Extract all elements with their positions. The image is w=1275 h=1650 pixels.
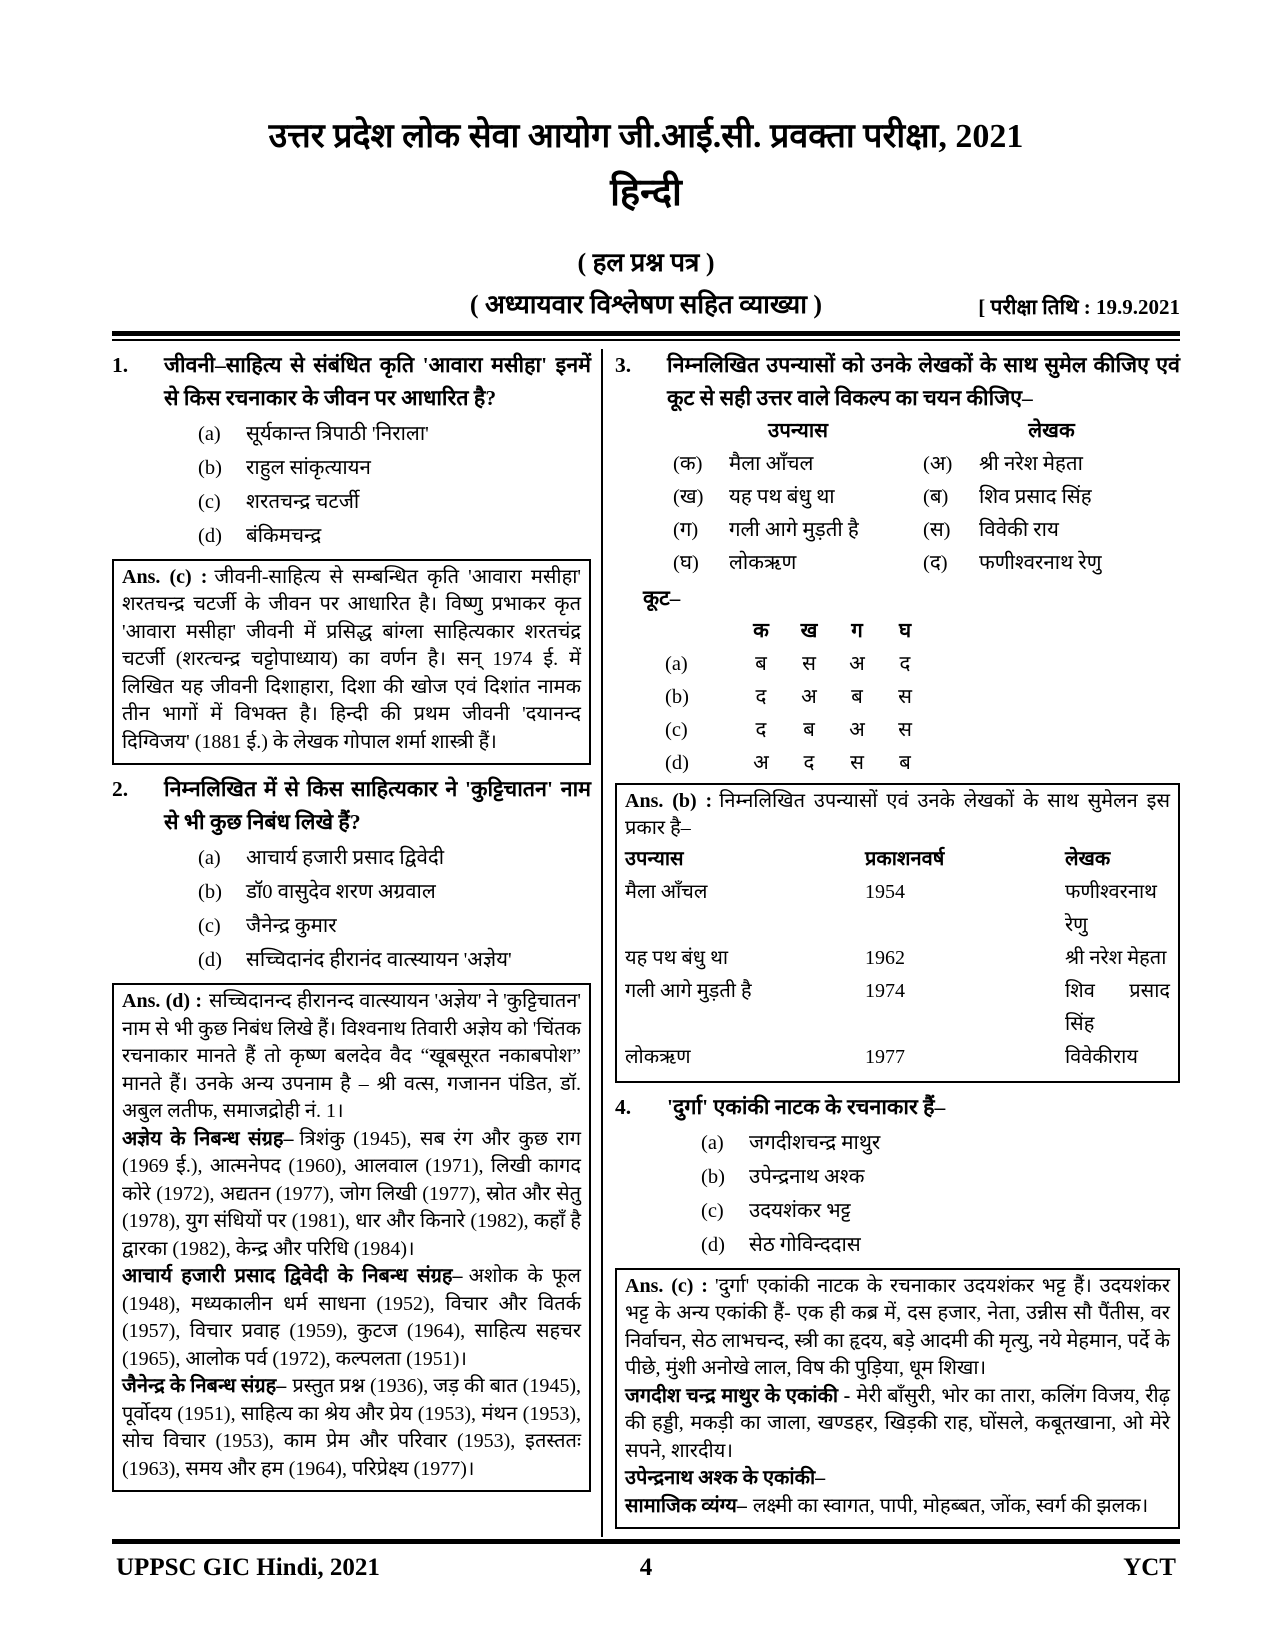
question-3-match-table: [673, 415, 1180, 580]
answer-2-section-3: जैनेन्द्र के निबन्ध संग्रह– प्रस्तुत प्रश्न (1936), जड़ की बात (1945), पूर्वोदय (1951), साहित्य का श्रेय और प्रेय (1953), मंथन (1953), सोच विचार (1953), काम प्रेम और परिवार (1953), इतस्ततः (1963), समय और हम (1964), परिप्रेक्ष्य (1977)।: [122, 1375, 582, 1480]
answer-4-intro: 'दुर्गा' एकांकी नाटक के रचनाकार उदयशंकर भट्ट हैं। उदयशंकर भट्ट के अन्य एकांकी हैं- एक ही कब्र में, दस हजार, नेता, उन्नीस सौ पैंतीस, वर निर्वाचन, सेठ लाभचन्द, स्त्री का हृदय, बड़े आदमी की मृत्यु, नये मेहमान, पर्दे के पीछे, मुंशी अनोखे लाल, विष की पुड़िया, धूम शिखा।: [625, 1274, 1171, 1379]
match-row: (ख) यह पथ बंधु था (ब) शिव प्रसाद सिंह: [673, 485, 1092, 508]
question-4-option-a: (a) जगदीशचन्द्र माथुर: [701, 1131, 881, 1154]
question-1-option-a: (a) सूर्यकान्त त्रिपाठी 'निराला': [198, 422, 429, 445]
subject-title: हिन्दी: [610, 171, 682, 214]
solved-paper-label: ( हल प्रश्न पत्र ): [577, 247, 715, 277]
koot-header-row: क ख ग घ: [753, 619, 912, 642]
koot-option-b: (b) द अ ब स: [665, 685, 912, 708]
question-2-number: 2.: [112, 777, 129, 801]
question-1-text: जीवनी–साहित्य से संबंधित कृति 'आवारा मसीहा' इनमें से किस रचनाकार के जीवन पर आधारित है?: [164, 352, 591, 410]
footer-page-number: 4: [639, 1554, 653, 1581]
answer-2-label: Ans. (d) :: [122, 990, 203, 1012]
question-2-option-b: (b) डॉ0 वासुदेव शरण अग्रवाल: [198, 881, 436, 903]
koot-option-a: (a) ब स अ द: [665, 652, 911, 675]
match-row: (ग) गली आगे मुड़ती है (स) विवेकी राय: [673, 518, 1059, 541]
answer-3-label: Ans. (b) :: [625, 789, 713, 812]
page-title: उत्तर प्रदेश लोक सेवा आयोग जी.आई.सी. प्रवक्ता परीक्षा, 2021: [268, 118, 1024, 155]
question-2-option-a: (a) आचार्य हजारी प्रसाद द्विवेदी: [198, 847, 445, 869]
answer-3-intro: निम्नलिखित उपन्यासों एवं उनके लेखकों के साथ सुमेलन इस प्रकार है–: [625, 789, 1170, 839]
answer-4-section-2: उपेन्द्रनाथ अश्क के एकांकी–: [625, 1467, 826, 1489]
koot-option-d: (d) अ द स ब: [665, 751, 911, 774]
question-4: [615, 1091, 1180, 1124]
footer-book-title: UPPSC GIC Hindi, 2021: [116, 1554, 380, 1581]
answer-2-section-1: अज्ञेय के निबन्ध संग्रह– त्रिशंकु (1945), सब रंग और कुछ राग (1969 ई.), आत्मनेपद (1960), आलवाल (1971), लिखी कागद कोरे (1972), अद्यतन (1977), जोग लिखी (1977), स्रोत और सेतु (1978), युग संधियों पर (1981), धार और किनारे (1982), कहाँ है द्वारका (1982), केन्द्र और परिधि (1984)।: [122, 1127, 581, 1260]
right-column: [603, 349, 1180, 1538]
koot-label: कूट–: [643, 585, 681, 610]
answer-4-box: [615, 1268, 1180, 1530]
question-3: [615, 349, 1180, 415]
question-3-text: निम्नलिखित उपन्यासों को उनके लेखकों के साथ सुमेल कीजिए एवं कूट से सही उत्तर वाले विकल्प का चयन कीजिए–: [667, 352, 1180, 410]
answer-4-section-1: जगदीश चन्द्र माथुर के एकांकी - मेरी बाँसुरी, भोर का तारा, कलिंग विजय, रीढ़ की हड्डी, मकड़ी का जाला, खण्डहर, खिड़की राह, घोंसले, कबूतखाना, ओ मेरे सपने, शारदीय।: [625, 1384, 1170, 1462]
answer-3-table: उपन्यास प्रकाशनवर्ष लेखक मैला आँचल 1954 फणीश्वरनाथ रेणु यह पथ बंधु था 1962 श्री नरेश मेहता गली आगे मुड़ती है 1974 शिव प्रसाद सिंह लोकऋण 1977 विवेकीराय: [625, 847, 1170, 1068]
match-row: (घ) लोकऋण (द) फणीश्वरनाथ रेणु: [673, 551, 1102, 574]
answer-1-box: [112, 559, 591, 766]
answer-3-box: [615, 783, 1180, 1083]
question-1-option-d: (d) बंकिमचन्द्र: [198, 524, 322, 547]
question-1-options: [112, 417, 591, 553]
koot-option-c: (c) द ब अ स: [665, 718, 912, 741]
content-columns: [112, 341, 1180, 1538]
question-2-option-c: (c) जैनेन्द्र कुमार: [198, 915, 337, 937]
question-3-number: 3.: [615, 352, 632, 377]
page-footer: [112, 1544, 1180, 1582]
koot-table: [615, 615, 1180, 780]
question-2: [112, 773, 591, 839]
question-4-option-c: (c) उदयशंकर भट्ट: [701, 1199, 851, 1222]
question-4-options: [615, 1126, 1180, 1262]
question-4-text: 'दुर्गा' एकांकी नाटक के रचनाकार हैं–: [667, 1094, 946, 1119]
match-col2-header: लेखक: [1028, 419, 1075, 442]
subtitle-row: [112, 285, 1180, 323]
answer-2-box: [112, 983, 591, 1492]
answer-2-intro: सच्चिदानन्द हीरानन्द वात्स्यायन 'अज्ञेय' ने 'कुट्टिचातन' नाम से भी कुछ निबंध लिखे हैं। विश्वनाथ तिवारी अज्ञेय को 'चिंतक रचनाकार मानते हैं तो कृष्ण बलदेव वैद “खूबसूरत नकाबपोश” मानते हैं। उनके अन्य उपनाम है – श्री वत्स, गजानन पंडित, डॉ. अबुल लतीफ, समाजद्रोही नं. 1।: [122, 990, 581, 1122]
answer-1-label: Ans. (c) :: [122, 565, 208, 588]
question-4-option-d: (d) सेठ गोविन्ददास: [701, 1233, 861, 1256]
answer-4-section-3: सामाजिक व्यंग्य– लक्ष्मी का स्वागत, पापी, मोहब्बत, जोंक, स्वर्ग की झलक।: [625, 1494, 1149, 1517]
question-1-option-c: (c) शरतचन्द्र चटर्जी: [198, 490, 360, 513]
footer-publisher: YCT: [1123, 1554, 1176, 1581]
question-1-number: 1.: [112, 352, 129, 377]
match-row: (क) मैला आँचल (अ) श्री नरेश मेहता: [673, 452, 1083, 475]
question-4-option-b: (b) उपेन्द्रनाथ अश्क: [701, 1165, 865, 1188]
question-4-number: 4.: [615, 1094, 632, 1119]
question-2-options: [112, 841, 591, 977]
match-col1-header: उपन्यास: [768, 419, 828, 442]
question-2-option-d: (d) सच्चिदानंद हीरानंद वात्स्यायन 'अज्ञेय': [198, 949, 512, 971]
exam-date: [ परीक्षा तिथि : 19.9.2021: [978, 294, 1180, 319]
question-1: [112, 349, 591, 415]
analysis-label: ( अध्यायवार विश्लेषण सहित व्याख्या ): [469, 289, 823, 319]
page-header: [112, 0, 1180, 323]
answer-4-label: Ans. (c) :: [625, 1274, 708, 1297]
left-column: [112, 349, 601, 1538]
answer-1-text: जीवनी-साहित्य से सम्बन्धित कृति 'आवारा मसीहा' शरतचन्द्र चटर्जी के जीवन पर आधारित है। विष्णु प्रभाकर कृत 'आवारा मसीहा' जीवनी में प्रसिद्ध बांग्ला साहित्यकार शरतचंद्र चटर्जी (शरत्चन्द्र चट्टोपाध्याय) का वर्णन है। सन् 1974 ई. में लिखित यह जीवनी दिशाहारा, दिशा की खोज एवं दिशांत नामक तीन भागों में विभक्त है। हिन्दी की प्रथम जीवनी 'दयानन्द दिग्विजय' (1881 ई.) के लेखक गोपाल शर्मा शास्त्री हैं।: [122, 565, 581, 753]
answer-2-section-2: आचार्य हजारी प्रसाद द्विवेदी के निबन्ध संग्रह– अशोक के फूल (1948), मध्यकालीन धर्म साधना (1952), विचार और वितर्क (1957), विचार प्रवाह (1959), कुटज (1964), साहित्य सहचर (1965), आलोक पर्व (1972), कल्पलता (1951)।: [122, 1265, 581, 1370]
header-rule: [112, 331, 1180, 341]
question-1-option-b: (b) राहुल सांकृत्यायन: [198, 456, 371, 479]
question-2-text: निम्नलिखित में से किस साहित्यकार ने 'कुट्टिचातन' नाम से भी कुछ निबंध लिखे हैं?: [164, 777, 591, 834]
